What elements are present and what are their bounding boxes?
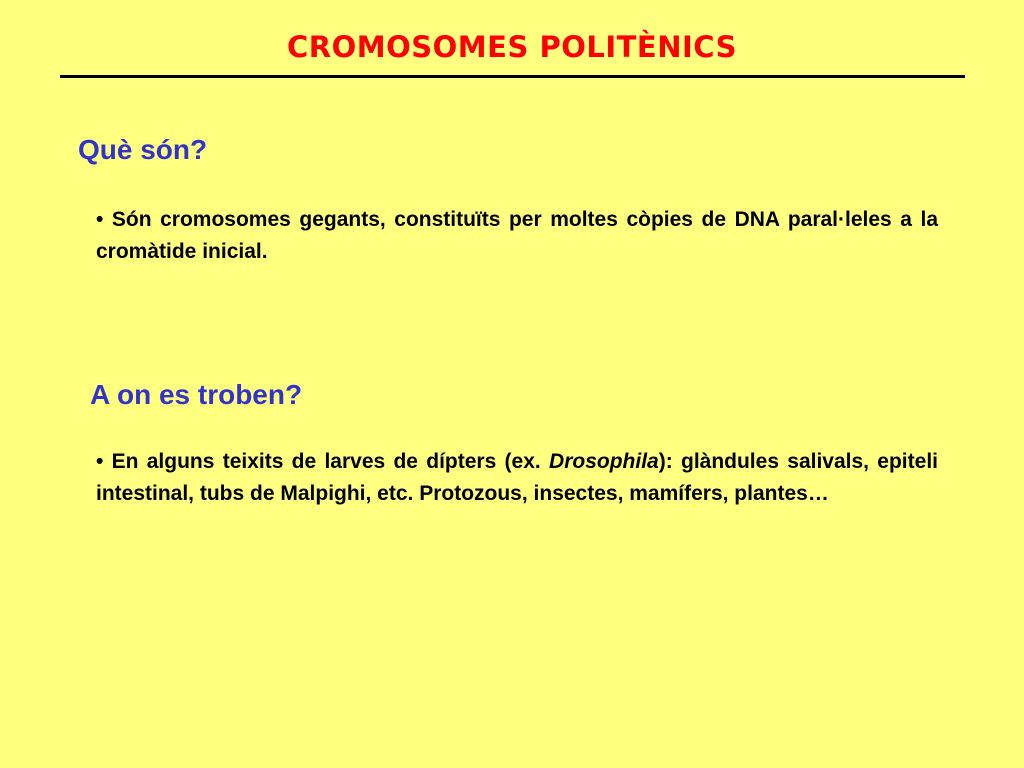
species-name: Drosophila <box>549 450 659 473</box>
bullet-icon: • <box>96 450 112 473</box>
bullet-icon: • <box>96 208 112 231</box>
title-divider <box>60 75 965 78</box>
bullet-location-text-start: En alguns teixits de larves de dípters (ex. <box>111 450 550 473</box>
slide-title: CROMOSOMES POLITÈNICS <box>286 30 737 64</box>
section-heading-where: A on es troben? <box>90 379 303 410</box>
section-heading-what: Què són? <box>78 134 208 165</box>
bullet-definition-text: Són cromosomes gegants, constituïts per moltes còpies de DNA paral·leles a la cromàtide inicial. <box>96 208 939 263</box>
bullet-location-text-end: ): glàndules salivals, epiteli intestinal, tubs de Malpighi, etc. Protozous, insectes, mamífers, plantes… <box>96 450 938 505</box>
bullet-definition <box>96 204 938 268</box>
bullet-location <box>96 446 938 510</box>
